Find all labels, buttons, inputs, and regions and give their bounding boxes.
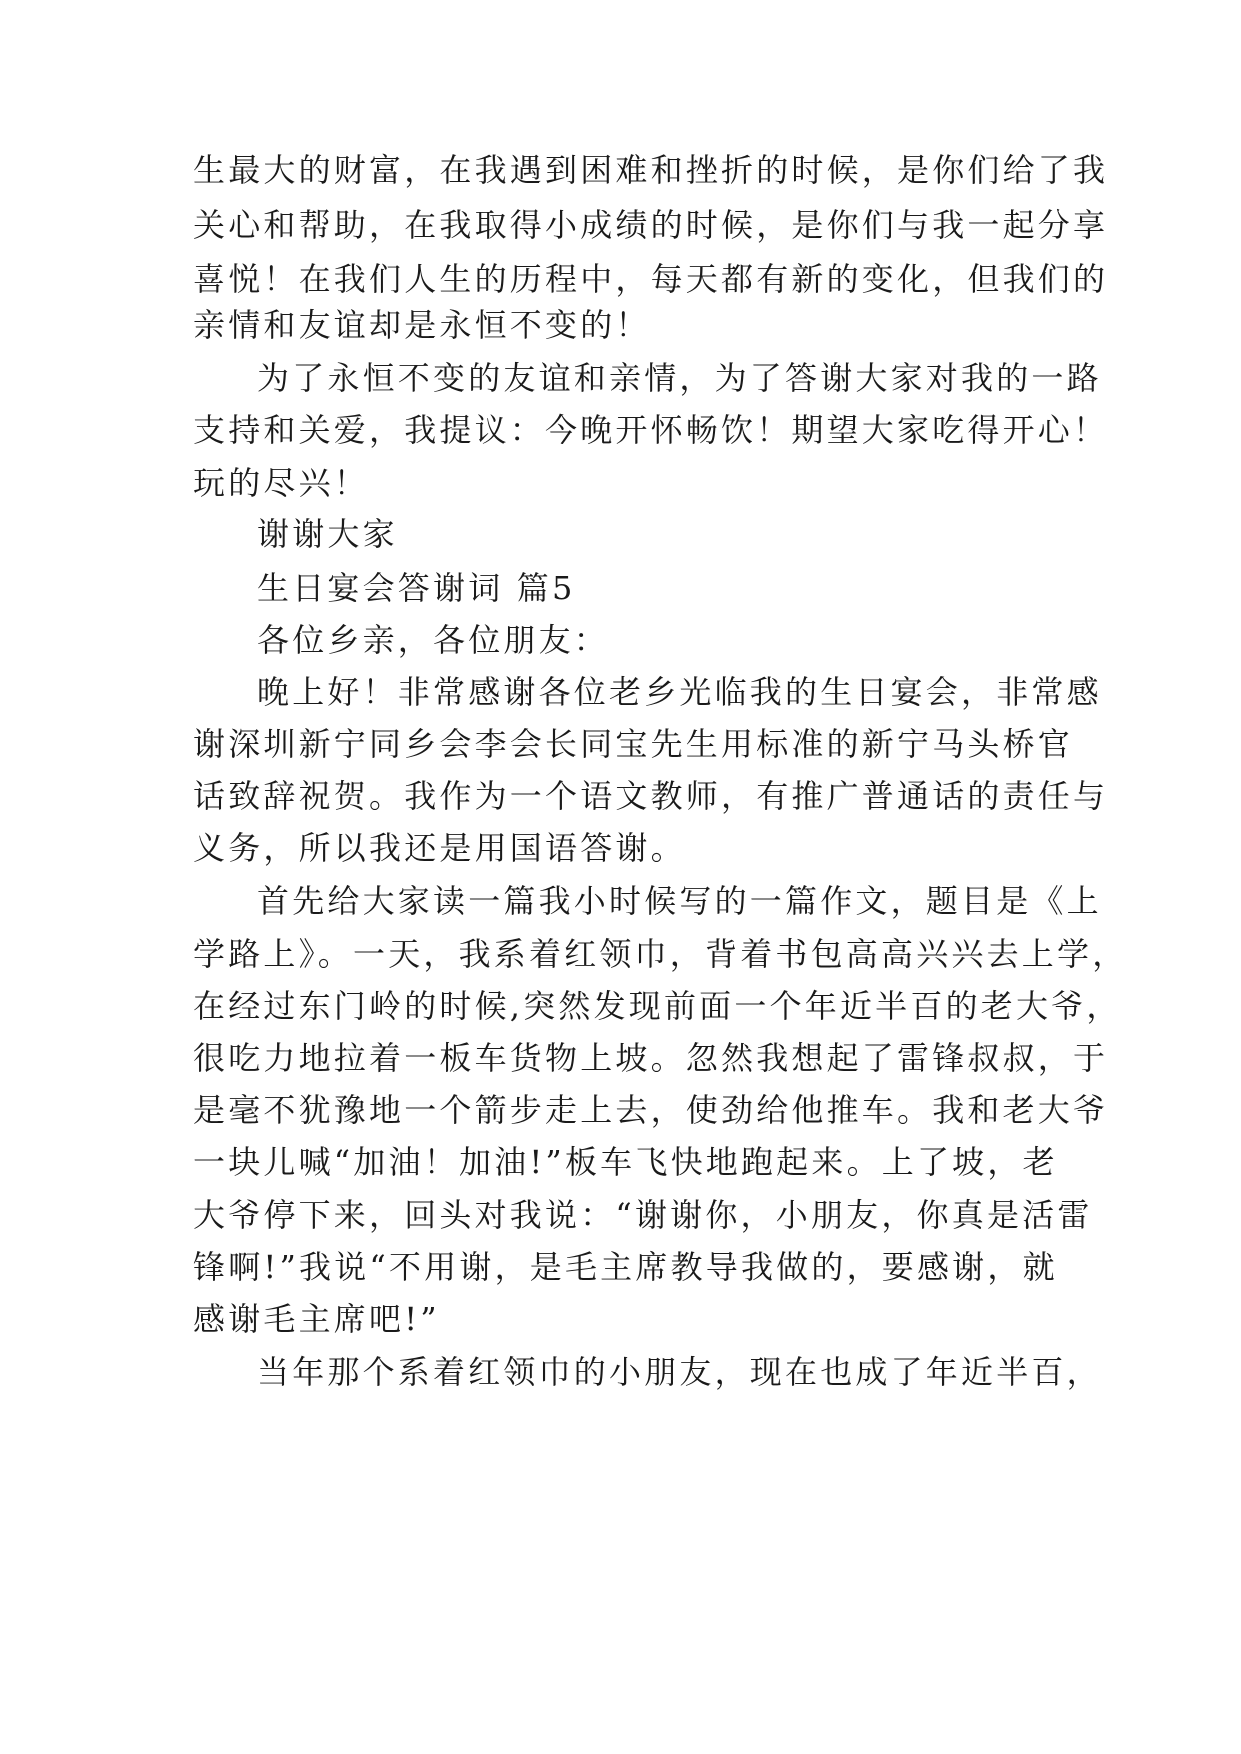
text-line: 话致辞祝贺。我作为一个语文教师，有推广普通话的责任与 [193, 777, 1109, 815]
text-line: 是毫不犹豫地一个箭步走上去，使劲给他推车。我和老大爷 [193, 1091, 1109, 1129]
text-line: 义务，所以我还是用国语答谢。 [193, 829, 686, 867]
text-line: 关心和帮助，在我取得小成绩的时候，是你们与我一起分享 [193, 206, 1109, 244]
text-line: 锋啊!”我说“不用谢，是毛主席教导我做的，要感谢，就 [193, 1248, 1058, 1286]
text-line: 支持和关爱，我提议：今晚开怀畅饮！期望大家吃得开心！ [193, 411, 1109, 449]
text-line: 亲情和友谊却是永恒不变的！ [193, 306, 651, 344]
text-line: 在经过东门岭的时候,突然发现前面一个年近半百的老大爷， [193, 987, 1122, 1025]
text-line: 很吃力地拉着一板车货物上坡。忽然我想起了雷锋叔叔，于 [193, 1039, 1109, 1077]
text-line: 生最大的财富，在我遇到困难和挫折的时候，是你们给了我 [193, 151, 1109, 189]
text-line: 为了永恒不变的友谊和亲情，为了答谢大家对我的一路 [257, 359, 1102, 397]
text-line: 谢谢大家 [257, 515, 398, 553]
text-line: 玩的尽兴！ [193, 464, 370, 502]
text-line: 学路上》。一天，我系着红领巾，背着书包高高兴兴去上学， [193, 935, 1128, 973]
text-line: 谢深圳新宁同乡会李会长同宝先生用标准的新宁马头桥官 [193, 725, 1074, 763]
text-line: 一块儿喊“加油！加油!”板车飞快地跑起来。上了坡，老 [193, 1143, 1058, 1181]
text-line: 各位乡亲，各位朋友： [257, 621, 610, 659]
section-heading: 生日宴会答谢词 篇5 [257, 569, 576, 607]
text-line: 大爷停下来，回头对我说：“谢谢你，小朋友，你真是活雷 [193, 1196, 1093, 1234]
text-line: 首先给大家读一篇我小时候写的一篇作文，题目是《上 [257, 882, 1102, 920]
text-line: 晚上好！非常感谢各位老乡光临我的生日宴会，非常感 [257, 673, 1102, 711]
text-line: 当年那个系着红领巾的小朋友，现在也成了年近半百， [257, 1353, 1102, 1391]
text-line: 感谢毛主席吧!” [193, 1300, 440, 1338]
text-line: 喜悦！在我们人生的历程中，每天都有新的变化，但我们的 [193, 260, 1109, 298]
